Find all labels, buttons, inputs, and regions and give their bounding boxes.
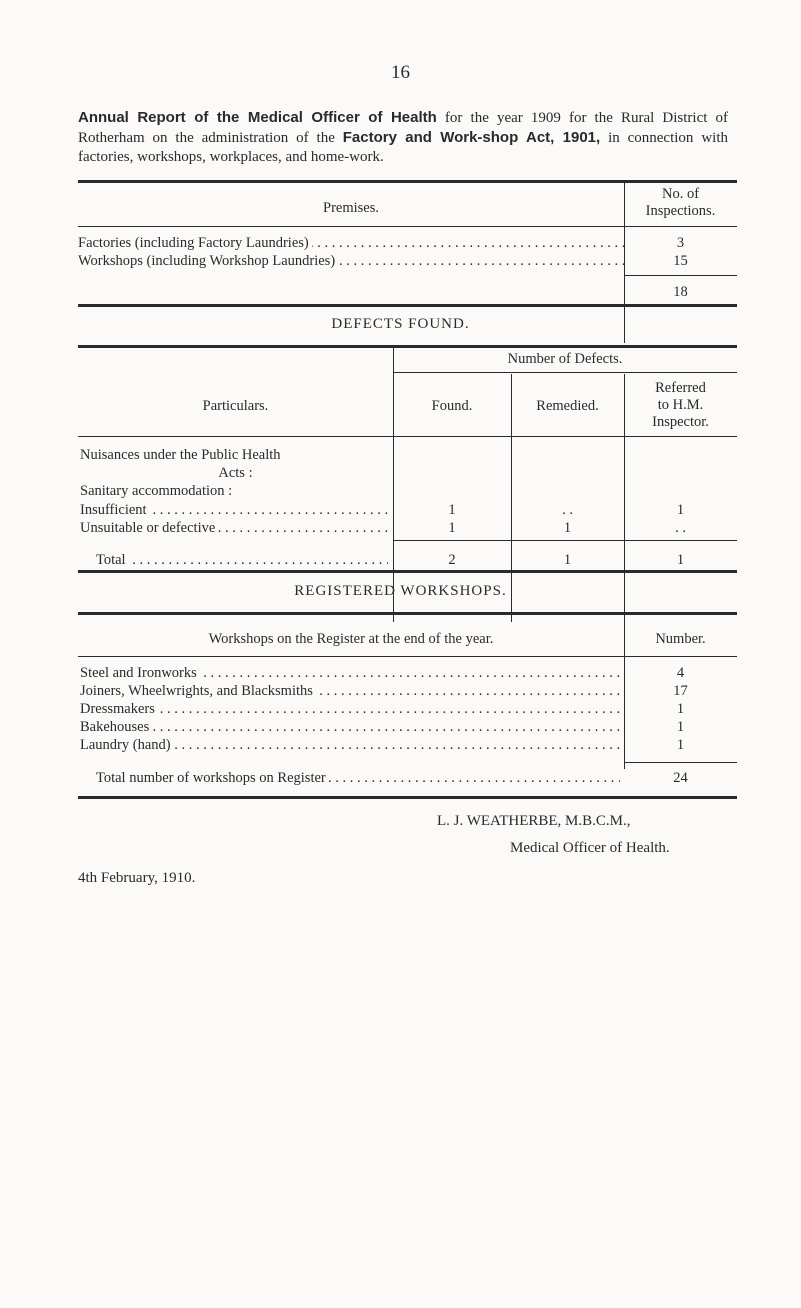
row-value: 3 [676, 235, 685, 251]
intro-bold-title: Annual Report of the Medical Officer of Health [78, 109, 437, 126]
total-row [96, 770, 620, 787]
row-label: Joiners, Wheelwrights, and Blacksmiths [80, 683, 316, 699]
table-row [80, 737, 620, 754]
row-value: 1 [676, 719, 685, 735]
section-label: Sanitary accommodation : [80, 483, 233, 499]
signature-title: Medical Officer of Health. [510, 840, 670, 856]
signature-name: L. J. WEATHERBE, M.B.C.M., [437, 813, 631, 829]
header-referred-line2: to H.M. [657, 397, 704, 413]
total-label: Total [96, 552, 129, 568]
total-referred: 1 [676, 552, 685, 568]
row-value: 17 [673, 683, 688, 699]
table-row [80, 683, 620, 700]
total-value: 24 [673, 770, 688, 786]
section-label: Nuisances under the Public Health [80, 447, 281, 463]
header-referred-line3: Inspector. [652, 414, 709, 430]
cell-remedied: 1 [563, 520, 572, 536]
table-rule [78, 656, 737, 657]
cell-remedied: . . [562, 502, 573, 518]
table-row [78, 235, 624, 252]
row-value: 1 [676, 737, 685, 753]
cell-referred: 1 [676, 502, 685, 518]
section-label: Acts : [218, 465, 253, 481]
table-rule [78, 180, 737, 183]
header-inspections-line1: No. of [661, 186, 700, 202]
table-rule [78, 570, 737, 573]
row-value: 15 [673, 253, 688, 269]
header-number-of-defects: Number of Defects. [507, 351, 623, 367]
workshops-heading: REGISTERED WORKSHOPS. [294, 583, 507, 599]
header-premises: Premises. [323, 200, 379, 216]
table-row [80, 520, 388, 537]
total-label: Total number of workshops on Register [96, 770, 329, 786]
total-rule [393, 540, 737, 541]
header-remedied: Remedied. [536, 398, 599, 414]
header-referred-line1: Referred [655, 380, 706, 396]
table-rule [78, 796, 737, 799]
row-value: 1 [676, 701, 685, 717]
table-row [80, 719, 620, 736]
total-rule [624, 762, 737, 763]
total-found: 2 [448, 552, 456, 568]
signature-date: 4th February, 1910. [78, 870, 196, 886]
defects-heading: DEFECTS FOUND. [331, 316, 470, 332]
cell-found: 1 [448, 520, 456, 536]
row-label: Bakehouses [80, 719, 152, 735]
table-rule [78, 226, 737, 227]
row-label: Factories (including Factory Laundries) [78, 235, 312, 251]
intro-text-2: in connection with factories, workshops, workplaces, and home-work. [78, 130, 728, 165]
table-rule [393, 372, 737, 373]
row-label: Insufficient [80, 502, 150, 518]
row-label: Workshops (including Workshop Laundries) [78, 253, 338, 269]
table-row [78, 253, 624, 270]
row-value: 4 [676, 665, 685, 681]
total-inspections: 18 [673, 284, 688, 300]
total-row [96, 552, 388, 569]
table-row [80, 502, 388, 519]
table-rule [78, 345, 737, 348]
cell-found: 1 [448, 502, 456, 518]
header-workshops: Workshops on the Register at the end of the year. [208, 631, 494, 647]
header-found: Found. [431, 398, 473, 414]
intro-text-1: for the year 1909 for the Rural District of Rotherham on the administration of the [78, 110, 728, 146]
row-label: Steel and Ironworks [80, 665, 200, 681]
intro-bold-act: Factory and Work-shop Act, 1901, [342, 129, 601, 146]
header-inspections-line2: Inspections. [645, 203, 716, 219]
intro-paragraph [78, 108, 728, 167]
row-label: Unsuitable or defective [80, 520, 218, 536]
header-number: Number. [655, 631, 706, 647]
cell-referred: . . [675, 520, 686, 536]
row-label: Dressmakers [80, 701, 158, 717]
table-row [80, 701, 620, 718]
table-rule [78, 304, 737, 307]
total-remedied: 1 [563, 552, 572, 568]
row-label: Laundry (hand) [80, 737, 174, 753]
table-row [80, 665, 620, 682]
page-number: 16 [391, 62, 410, 83]
table-rule [78, 436, 737, 437]
column-divider [393, 348, 394, 622]
header-particulars: Particulars. [202, 398, 269, 414]
total-rule [624, 275, 737, 276]
table-rule [78, 612, 737, 615]
